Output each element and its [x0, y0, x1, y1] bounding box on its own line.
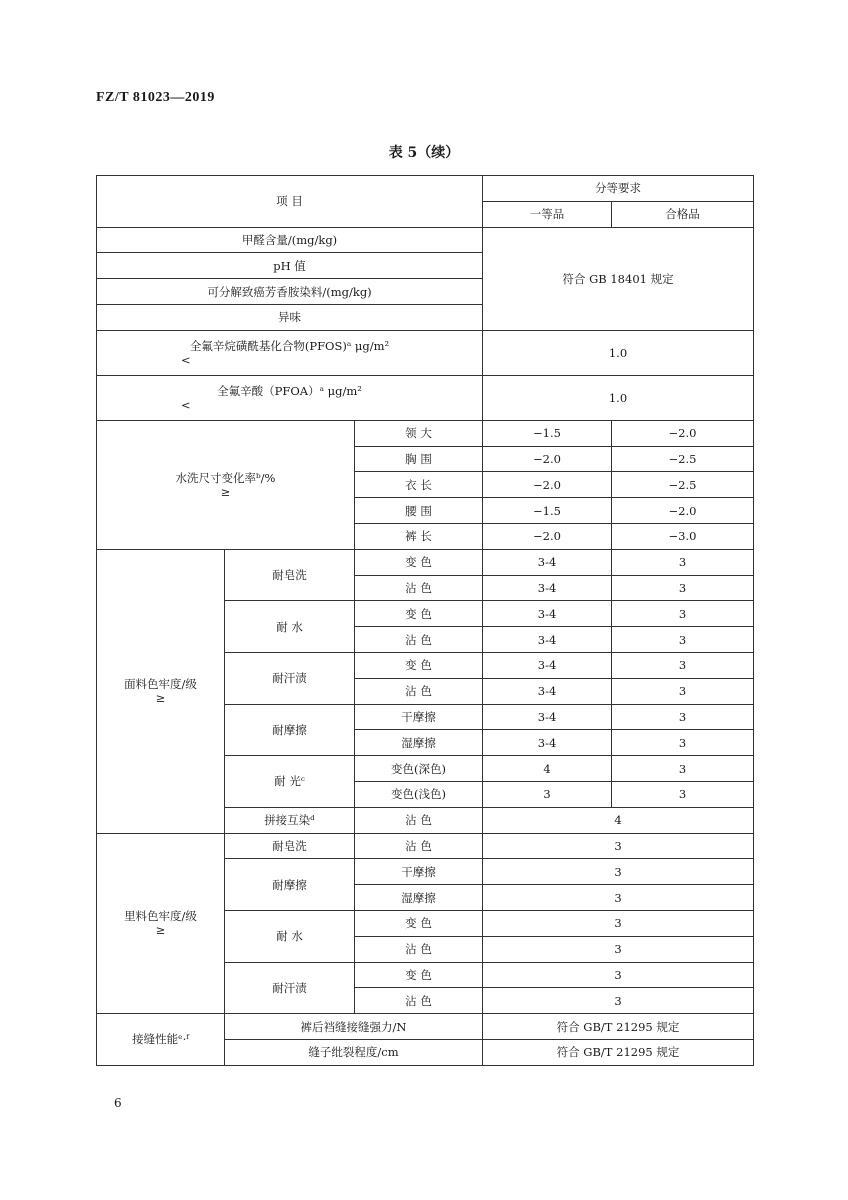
test-item: 沾 色 [355, 936, 483, 962]
grade1-value: 3 [483, 781, 612, 807]
test-item: 变 色 [355, 962, 483, 988]
table-row [97, 549, 754, 575]
face-water: 耐 水 [225, 601, 355, 653]
face-light: 耐 光ᶜ [225, 756, 355, 808]
grade1-value: 3-4 [483, 678, 612, 704]
combined-value: 3 [483, 910, 754, 936]
grade1-value: 3-4 [483, 575, 612, 601]
header-grade-req: 分等要求 [483, 176, 754, 202]
lining-sweat: 耐汗渍 [225, 962, 355, 1014]
table-row [97, 330, 754, 375]
wash-grade1: −1.5 [483, 498, 612, 524]
face-rub: 耐摩擦 [225, 704, 355, 756]
grade1-value: 3-4 [483, 627, 612, 653]
combined-value: 3 [483, 885, 754, 911]
test-item: 干摩擦 [355, 859, 483, 885]
wash-part: 腰 围 [355, 498, 483, 524]
header-grade2: 合格品 [612, 201, 754, 227]
wash-grade2: −2.5 [612, 472, 754, 498]
combined-value: 3 [483, 962, 754, 988]
wash-grade2: −3.0 [612, 523, 754, 549]
test-item: 变 色 [355, 652, 483, 678]
seam-strength-label: 裤后裆缝接缝强力/N [225, 1014, 483, 1040]
combined-value: 3 [483, 833, 754, 859]
grade1-value: 4 [483, 756, 612, 782]
seam-slip-value: 符合 GB/T 21295 规定 [483, 1039, 754, 1065]
test-item: 沾 色 [355, 575, 483, 601]
grade1-value: 3-4 [483, 704, 612, 730]
lining-cell [97, 833, 225, 1014]
lining-soap: 耐皂洗 [225, 833, 355, 859]
grade2-value: 3 [612, 678, 754, 704]
wash-grade2: −2.0 [612, 498, 754, 524]
table-row [97, 420, 754, 446]
table-row [97, 227, 754, 253]
grade1-value: 3-4 [483, 730, 612, 756]
test-item: 变 色 [355, 549, 483, 575]
wash-grade1: −2.0 [483, 523, 612, 549]
test-item: 沾 色 [355, 988, 483, 1014]
combined-value: 3 [483, 988, 754, 1014]
lining-rub: 耐摩擦 [225, 859, 355, 911]
test-item: 变 色 [355, 910, 483, 936]
seam-strength-value: 符合 GB/T 21295 规定 [483, 1014, 754, 1040]
lining-label: 里料色牢度/级 [124, 909, 197, 924]
combined-value: 3 [483, 936, 754, 962]
page-number: 6 [114, 1096, 122, 1110]
test-item: 变色(浅色) [355, 781, 483, 807]
grade1-value: 3-4 [483, 549, 612, 575]
pfoa-comparator: < [181, 397, 191, 412]
grade1-value: 3-4 [483, 601, 612, 627]
grade2-value: 3 [612, 730, 754, 756]
face-label: 面料色牢度/级 [124, 677, 197, 692]
face-sweat: 耐汗渍 [225, 652, 355, 704]
test-item: 湿摩擦 [355, 730, 483, 756]
face-join: 拼接互染ᵈ [225, 807, 355, 833]
amine-label: 可分解致癌芳香胺染料/(mg/kg) [97, 279, 483, 305]
grade1-value: 3-4 [483, 652, 612, 678]
grade2-value: 3 [612, 704, 754, 730]
wash-grade1: −1.5 [483, 420, 612, 446]
pfoa-value: 1.0 [483, 375, 754, 420]
standard-code: FZ/T 81023—2019 [96, 90, 215, 105]
wash-part: 裤 长 [355, 523, 483, 549]
grade2-value: 3 [612, 652, 754, 678]
spec-table [96, 175, 754, 1066]
wash-comparator: ≥ [220, 484, 231, 499]
header-item: 项 目 [97, 176, 483, 228]
combined-value: 3 [483, 859, 754, 885]
grade2-value: 3 [612, 627, 754, 653]
test-item: 变色(深色) [355, 756, 483, 782]
test-item: 沾 色 [355, 678, 483, 704]
header-grade1: 一等品 [483, 201, 612, 227]
grade2-value: 3 [612, 549, 754, 575]
wash-grade2: −2.5 [612, 446, 754, 472]
wash-part: 领 大 [355, 420, 483, 446]
lining-comparator: ≥ [155, 923, 166, 938]
pfos-label: 全氟辛烷磺酰基化合物(PFOS)ᵃ μg/m² [189, 338, 390, 353]
gb18401-requirement: 符合 GB 18401 规定 [483, 227, 754, 330]
test-item: 湿摩擦 [355, 885, 483, 911]
face-cell [97, 549, 225, 833]
seam-label: 接缝性能ᵉ·ᶠ [97, 1014, 225, 1066]
odor-label: 异味 [97, 304, 483, 330]
grade2-value: 3 [612, 756, 754, 782]
combined-value: 4 [483, 807, 754, 833]
test-item: 沾 色 [355, 807, 483, 833]
seam-slip-label: 缝子纰裂程度/cm [225, 1039, 483, 1065]
grade2-value: 3 [612, 575, 754, 601]
table-row [97, 176, 754, 202]
face-comparator: ≥ [155, 691, 166, 706]
pfos-value: 1.0 [483, 330, 754, 375]
test-item: 沾 色 [355, 627, 483, 653]
wash-grade1: −2.0 [483, 446, 612, 472]
ph-label: pH 值 [97, 253, 483, 279]
pfos-cell [97, 330, 483, 375]
wash-part: 衣 长 [355, 472, 483, 498]
wash-part: 胸 围 [355, 446, 483, 472]
table-row [97, 1014, 754, 1040]
test-item: 沾 色 [355, 833, 483, 859]
wash-label: 水洗尺寸变化率ᵇ/% [175, 470, 276, 485]
grade2-value: 3 [612, 781, 754, 807]
test-item: 变 色 [355, 601, 483, 627]
lining-water: 耐 水 [225, 910, 355, 962]
face-soap: 耐皂洗 [225, 549, 355, 601]
pfoa-label: 全氟辛酸（PFOA）ᵃ μg/m² [217, 383, 362, 398]
pfoa-cell [97, 375, 483, 420]
formaldehyde-label: 甲醛含量/(mg/kg) [97, 227, 483, 253]
table-title: 表 5（续） [388, 145, 460, 161]
table-row [97, 833, 754, 859]
pfos-comparator: < [181, 352, 191, 367]
wash-grade1: −2.0 [483, 472, 612, 498]
grade2-value: 3 [612, 601, 754, 627]
table-row [97, 375, 754, 420]
wash-cell [97, 420, 355, 549]
wash-grade2: −2.0 [612, 420, 754, 446]
test-item: 干摩擦 [355, 704, 483, 730]
